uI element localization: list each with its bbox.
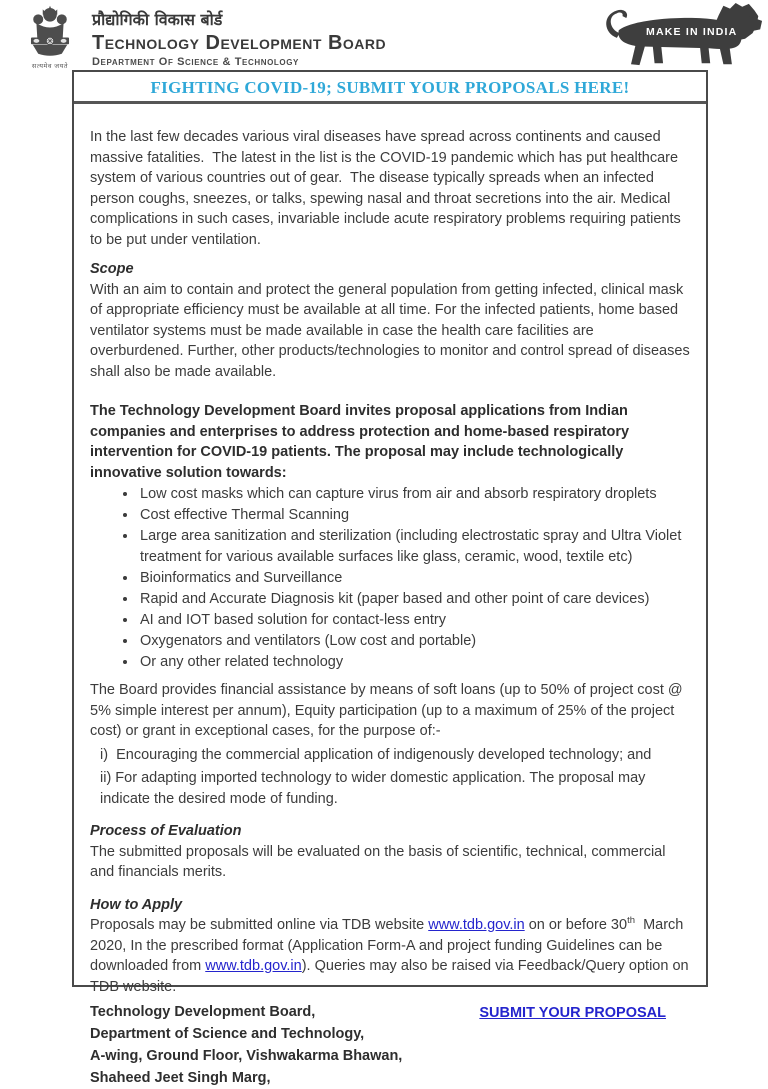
contact-line: Shaheed Jeet Singh Marg, — [90, 1070, 271, 1086]
bullet-item: • Rapid and Accurate Diagnosis kit (paper based and other point of care devices) — [138, 589, 690, 610]
evaluation-heading: Process of Evaluation — [90, 823, 242, 839]
emblem-caption: सत्यमेव जयते — [31, 63, 69, 70]
invitation-paragraph: The Technology Development Board invites proposal applications from Indian companies and enterprises to address protection and home-based respiratory intervention for COVID-19 patients. The proposal may include technologically innovative solution towards: — [90, 403, 634, 481]
make-in-india-logo — [598, 2, 763, 68]
bullet-item: • Low cost masks which can capture virus from air and absorb respiratory droplets — [138, 484, 690, 505]
submit-proposal-link[interactable]: SUBMIT YOUR PROPOSAL — [479, 1005, 666, 1021]
org-name-hindi: प्रौद्योगिकी विकास बोर्ड — [92, 10, 223, 29]
org-department: Department Of Science & Technology — [92, 56, 299, 68]
bullet-item: • AI and IOT based solution for contact-less entry — [138, 610, 690, 631]
notice-box — [72, 70, 708, 1086]
funding-paragraph: The Board provides financial assistance by means of soft loans (up to 50% of project cost @ 5% simple interest per annum), Equity participation (up to a maximum of 25% of the project cost) or grant in exceptional cases, for the purpose of:- — [90, 682, 687, 739]
bullet-item: • Oxygenators and ventilators (Low cost and portable) — [138, 631, 690, 652]
funding-point: i) Encouraging the commercial application of indigenously developed technology; and — [100, 746, 652, 763]
apply-text: March 2020, In the prescribed format (Application Form-A and project funding Guidelines can be downloaded from — [90, 917, 688, 974]
national-emblem-icon — [21, 4, 79, 60]
solution-bullet-list — [90, 484, 690, 673]
national-emblem-logo — [18, 4, 82, 70]
contact-line: Department of Science and Technology, — [90, 1026, 365, 1042]
apply-text: on or before 30 — [524, 917, 628, 933]
ordinal-superscript: th — [627, 915, 636, 927]
tdb-website-link[interactable]: www.tdb.gov.in — [428, 917, 525, 933]
funding-point: ii) For adapting imported technology to wider domestic application. The proposal may indicate the desired mode of funding. — [100, 770, 650, 807]
intro-paragraph: In the last few decades various viral diseases have spread across continents and caused massive fatalities. The latest in the list is the COVID-19 pandemic which has put healthcare system of various countries out of gear. The disease typically spreads when an infected person coughs, sneezes, or talks, spewing nasal and throat secretions into the air. Medical complications in such cases, invariable include acute respiratory problems requiring patients to be put under ventilation. — [90, 129, 685, 248]
scope-paragraph: With an aim to contain and protect the general population from getting infected, clinical mask of appropriate efficiency must be available at all time. For the infected patients, home based ventilator systems must be made available in case the health care facilities are overburdened. Further, other products/technologies to monitor and control spread of diseases shall also be made available. — [90, 281, 694, 380]
footer-row — [90, 1001, 690, 1089]
banner-title: FIGHTING COVID-19; SUBMIT YOUR PROPOSALS HERE! — [74, 72, 706, 104]
funding-points — [90, 745, 690, 810]
tdb-website-link-2[interactable]: www.tdb.gov.in — [205, 958, 302, 974]
apply-heading: How to Apply — [90, 896, 183, 913]
apply-paragraph — [90, 915, 693, 997]
contact-address — [90, 1001, 402, 1089]
notice-body — [74, 104, 706, 1089]
bullet-item: • Or any other related technology — [138, 652, 690, 673]
apply-text: ). Queries may also be raised via Feedback/Query option on TDB website. — [90, 958, 693, 995]
contact-line: A-wing, Ground Floor, Vishwakarma Bhawan, — [90, 1048, 403, 1064]
make-in-india-label: MAKE IN INDIA — [646, 26, 738, 38]
bullet-item: • Large area sanitization and sterilization (including electrostatic spray and Ultra Violet treatment for various available surfaces like glass, ceramic, wood, textile etc) — [138, 526, 690, 568]
org-title-block — [92, 8, 386, 68]
org-name-english: Technology Development Board — [92, 32, 387, 54]
apply-text: Proposals may be submitted online via TDB website — [90, 917, 429, 933]
bullet-item: • Cost effective Thermal Scanning — [138, 505, 690, 526]
bullet-item: • Bioinformatics and Surveillance — [138, 568, 690, 589]
evaluation-paragraph: The submitted proposals will be evaluated on the basis of scientific, technical, commercial and financials merits. — [90, 843, 670, 880]
scope-heading: Scope — [90, 261, 134, 277]
contact-line: Technology Development Board, — [90, 1004, 316, 1020]
